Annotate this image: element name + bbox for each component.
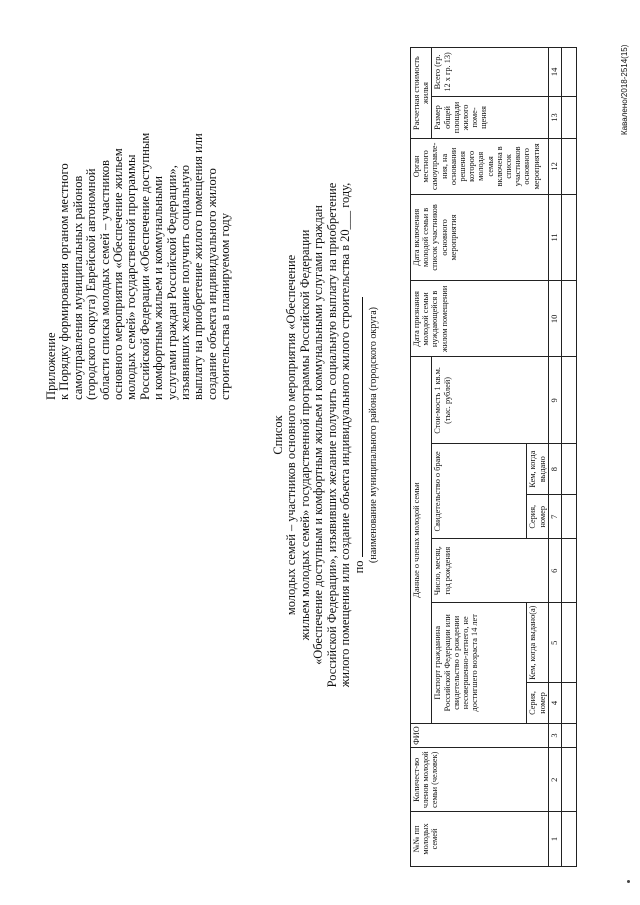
column-number: 12 (548, 139, 561, 194)
appendix-line: основного мероприятия «Обеспечение жильем (111, 148, 126, 400)
empty-cell (561, 539, 576, 602)
empty-cell (561, 357, 576, 444)
empty-cell (561, 748, 576, 811)
empty-cell (561, 811, 576, 866)
municipality-blank (352, 297, 363, 557)
empty-cell (561, 48, 576, 97)
appendix-line: (городского округа) Еврейской автономной (84, 168, 99, 400)
column-number: 6 (548, 539, 561, 602)
column-number: 9 (548, 357, 561, 444)
appendix-line: выплату на приобретение жилого помещения или (191, 133, 206, 400)
header-birth: Число, месяц, год рождения (432, 539, 548, 602)
empty-cell (561, 194, 576, 281)
column-number-row (548, 48, 561, 867)
header-family-data: Данные о членах молодой семьи (411, 357, 432, 723)
header-total: Всего (гр. 12 х гр. 13) (432, 48, 548, 97)
title-line: жильем молодых семей» государственной программы Российской Федерации (297, 229, 312, 641)
header-issued-passport: Кем, когда выдано(а) (527, 602, 548, 682)
column-number: 13 (548, 96, 561, 138)
empty-cell (561, 281, 576, 357)
appendix-line: строительства в планируемом году (218, 213, 233, 400)
empty-cell (561, 495, 576, 539)
header-issued-marriage: Кем, когда выдано (527, 444, 548, 495)
header-passport: Паспорт гражданина Российской Федерации или свидетельство о рождении несовершенно-летнего, не достигшего возраста 14 лет (432, 602, 527, 723)
header-need-date: Дата признания молодой семьи нуждающейся в жилом помещении (411, 281, 549, 357)
appendix-line: области списка молодых семей – участников (97, 160, 112, 400)
header-cost-sqm: Стои-мость 1 кв.м. (тыс. рублей) (432, 357, 548, 444)
column-number: 5 (548, 602, 561, 682)
empty-cell (561, 602, 576, 682)
column-number: 2 (548, 748, 561, 811)
scan-dot (627, 880, 630, 883)
header-inclusion-date: Дата включения молодой семьи в список участников основного мероприятия (411, 194, 549, 281)
column-number: 3 (548, 723, 561, 748)
title-line: жилого помещения или создание объекта индивидуального жилого строительства в 20___ году, (338, 182, 353, 688)
empty-cell (561, 96, 576, 138)
appendix-line: изъявивших желание получить социальную (178, 165, 193, 400)
empty-cell (561, 683, 576, 723)
appendix-line: Приложение (44, 332, 58, 400)
po-label: по (352, 560, 367, 574)
appendix-block (45, 60, 233, 400)
header-count: Количест-во членов молодой семьи (человек) (411, 748, 549, 811)
header-series-passport: Серия, номер (527, 683, 548, 723)
header-fio: ФИО (411, 723, 549, 748)
header-series-marriage: Серия, номер (527, 495, 548, 539)
empty-cell (561, 444, 576, 495)
column-number: 11 (548, 194, 561, 281)
column-number: 1 (548, 811, 561, 866)
column-number: 14 (548, 48, 561, 97)
header-cost: Расчетная стоимость жилья (411, 48, 432, 139)
empty-row (561, 48, 576, 867)
municipality-sublabel: (наименование муниципального района (городского округа) (367, 307, 379, 563)
header-authority: Орган местного самоуправле-ния, на основании решения которого молодая семья включена в список участников основного мероприятия (411, 139, 549, 194)
column-number: 10 (548, 281, 561, 357)
column-number: 7 (548, 495, 561, 539)
title-line: Российской Федерации», изъявивших желание получить социальную выплату на приобретение (324, 182, 339, 688)
header-row (411, 48, 432, 867)
title-line: «Обеспечение доступным и комфортным жильем и коммунальными услугами граждан (311, 205, 326, 665)
appendix-line: молодых семей» государственной программы (124, 154, 139, 400)
empty-cell (561, 139, 576, 194)
appendix-line: и комфортным жильем и коммунальными (151, 175, 166, 400)
column-number: 8 (548, 444, 561, 495)
header-marriage: Свидетельство о браке (432, 444, 527, 539)
title-line: молодых семей – участников основного мероприятия «Обеспечение (284, 254, 299, 616)
column-number: 4 (548, 683, 561, 723)
header-area: Размер общей площади жилого поме-щения (432, 96, 548, 138)
empty-cell (561, 723, 576, 748)
appendix-line: создание объекта индивидуального жилого (204, 168, 219, 400)
municipality-line (352, 125, 366, 745)
footer-code: Кавалено/2018-2514(15) (620, 44, 629, 135)
appendix-line: самоуправления муниципальных районов (70, 175, 85, 400)
header-num: №№ пп молодых семей (411, 811, 549, 866)
list-title-block (272, 125, 380, 745)
appendix-line: к Порядку формирования органом местного (57, 163, 72, 400)
families-table (410, 47, 577, 867)
appendix-line: услугами граждан Российской Федерации», (164, 165, 179, 400)
appendix-line: Российской Федерации «Обеспечение доступным (137, 132, 152, 400)
list-heading: Список (271, 415, 285, 455)
